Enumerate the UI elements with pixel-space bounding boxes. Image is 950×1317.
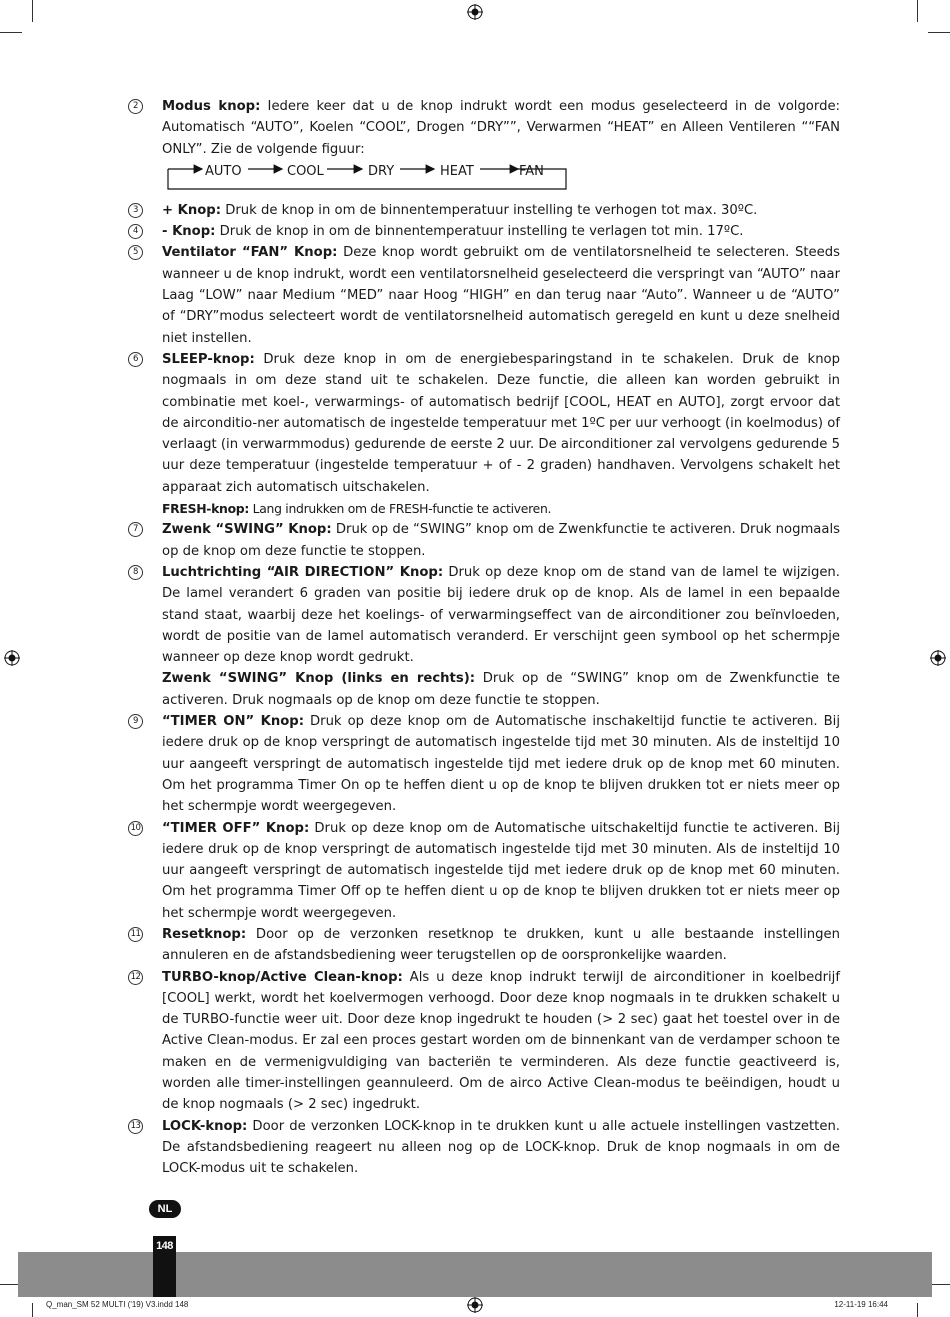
mode-label: AUTO (205, 163, 242, 179)
item-title: TURBO-knop/Active Clean-knop: (162, 969, 403, 985)
item-number: 9 (128, 714, 143, 729)
item-title: LOCK-knop: (162, 1118, 248, 1134)
item-number: 10 (128, 821, 143, 836)
item-number: 3 (128, 203, 143, 218)
item-title: “TIMER ON” Knop: (162, 714, 304, 730)
item-number: 4 (128, 224, 143, 239)
item-title: SLEEP-knop: (162, 351, 255, 367)
item-number: 8 (128, 565, 143, 580)
item-number: 2 (128, 99, 143, 114)
item-number: 12 (128, 970, 143, 985)
item-text: Druk op deze knop om de Automatische uitschakeltijd functie te activeren. Bij iedere druk op de knop verspringt de automatisch ingestelde tijd met 30 minuten. Als de insteltijd 10 uur aangeeft verspringt de automatisch ingestelde tijd met iedere druk op de knop met 60 minuten. Om het programma Timer Off op te heffen dient u op de knop te blijven drukken tot er niets meer op het schermpje wordt weergegeven. (162, 820, 840, 921)
sub-text: Druk op de “SWING” knop om de Zwenkfunctie te activeren. Druk nogmaals op de knop om deze functie te stoppen. (162, 671, 840, 708)
mode-label: COOL (287, 163, 324, 179)
item-text: Druk op de “SWING” knop om de Zwenkfunctie te activeren. Druk nogmaals op de knop om deze functie te stoppen. (162, 522, 841, 559)
crop-mark (928, 32, 950, 33)
item-title: Zwenk “SWING” Knop: (162, 522, 332, 538)
registration-mark-icon (467, 4, 483, 20)
item-text: Druk op deze knop om de Automatische inschakeltijd functie te activeren. Bij iedere druk op de knop verspringt de automatisch ingestelde tijd met 30 minuten. Als de insteltijd 10 uur aangeeft verspringt de automatisch ingestelde tijd met iedere druk op de knop met 60 minuten. Om het programma Timer On op te heffen dient u op de knop te blijven drukken tot er niets meer op het schermpje wordt weergegeven. (162, 714, 840, 815)
list-item (128, 200, 840, 221)
item-number: 5 (128, 245, 143, 260)
date-slug: 12-11-19 16:44 (834, 1300, 888, 1309)
list-item (128, 562, 840, 668)
page-number: 148 (156, 1240, 173, 1252)
sub-title: Zwenk “SWING” Knop (links en rechts): (162, 671, 476, 687)
mode-label: HEAT (440, 163, 474, 179)
mode-sequence-diagram (162, 160, 567, 190)
item-number: 7 (128, 522, 143, 537)
item-text: Als u deze knop indrukt terwijl de airconditioner in koelbedrijf [COOL] werkt, wordt het koelvermogen verhoogd. Door deze knop nogmaals in te drukken schakelt u de TURBO-functie weer uit. Door deze knop ingedrukt te houden (> 2 sec) gaat het toestel over in de Active Clean-modus. Er zal een proces gestart worden om de binnenkant van de verdamper schoon te maken en de vermenigvuldiging van bacteriën te verminderen. Als deze functie geactiveerd is, worden alle timer-instellingen geannuleerd. Om de airco Active Clean-modus te beëindigen, houdt u de knop nogmaals (> 2 sec) ingedrukt. (162, 969, 840, 1113)
list-item (128, 967, 840, 1116)
language-badge: NL (149, 1200, 181, 1218)
crop-mark (32, 1303, 33, 1317)
list-item (128, 818, 840, 924)
item-text: Druk op deze knop om de stand van de lamel te wijzigen. De lamel verandert 6 graden van positie bij iedere druk op de knop. Als de lamel in een bepaalde stand staat, waarbij deze het koelings- of verwarmingseffect van de airconditioner zou beïnvloeden, wordt de positie van de lamel automatisch veranderd. Er verschijnt geen symbool op het schermpje wanneer op deze knop wordt gedrukt. (162, 564, 840, 666)
item-text: Iedere keer dat u de knop indrukt wordt een modus geselecteerd in de volgorde: Automatisch “AUTO”, Koelen “COOL”, Drogen “DRY””, Verwarmen “HEAT” en Alleen Ventileren ““FAN ONLY”. Zie de volgende figuur: (162, 99, 840, 157)
item-title: + Knop: (162, 202, 222, 218)
registration-mark-icon (467, 1297, 483, 1313)
list-item (128, 1116, 840, 1180)
item-number: 11 (128, 927, 143, 942)
item-number: 6 (128, 352, 143, 367)
item-text: Door op de verzonken resetknop te drukken, kunt u alle bestaande instellingen annuleren en de afstandsbediening weer terugstellen op de oorspronkelijke waarden. (162, 926, 840, 964)
crop-mark (917, 1303, 918, 1317)
list-item (128, 519, 840, 562)
fresh-text: Lang indrukken om de FRESH-functie te activeren. (249, 501, 552, 517)
item-title: Modus knop: (162, 99, 261, 114)
item-text: Door de verzonken LOCK-knop in te drukken kunt u alle actuele instellingen vastzetten. De afstandsbediening reageert nu alleen nog op de LOCK-knop. Druk de knop nogmaals in om de LOCK-modus uit te schakelen. (162, 1118, 840, 1177)
item-text: Deze knop wordt gebruikt om de ventilatorsnelheid te selecteren. Steeds wanneer u de knop indrukt, wordt een ventilatorsnelheid geselecteerd die verspringt van “AUTO” naar Laag “LOW” naar Medium “MED” naar Hoog “HIGH” en dan terug naar “Auto”. Wanneer u de “AUTO” of “DRY”modus selecteert wordt de ventilatorsnelheid automatisch geregeld en kunt u deze snelheid niet instellen. (162, 245, 841, 346)
registration-mark-icon (4, 650, 20, 666)
item-text: Druk de knop in om de binnentemperatuur instelling te verlagen tot min. 17ºC. (215, 224, 744, 240)
file-slug: Q_man_SM 52 MULTI ('19) V3.indd 148 (46, 1300, 189, 1309)
crop-mark (32, 0, 33, 22)
fresh-note (128, 498, 840, 519)
mode-label: DRY (368, 163, 395, 179)
list-item (128, 96, 840, 160)
mode-label: FAN (519, 163, 544, 179)
item-title: Resetknop: (162, 926, 247, 942)
crop-mark (0, 32, 22, 33)
item-number: 13 (128, 1119, 143, 1134)
list-item (128, 924, 840, 967)
item-title: “TIMER OFF” Knop: (162, 820, 310, 836)
item-title: Luchtrichting “AIR DIRECTION” Knop: (162, 564, 444, 580)
registration-mark-icon (930, 650, 946, 666)
item-text: Druk deze knop in om de energiebesparingstand in te schakelen. Druk de knop nogmaals in om deze stand uit te schakelen. Deze functie, die alleen kan worden gebruikt in combinatie met koel-, verwarmings- of automatisch bedrijf [COOL, HEAT en AUTO], zorgt ervoor dat de airconditio-ner automatisch de ingestelde temperatuur met 1ºC per uur verhoogt (in koelmodus) of verlaagt (in verwarmmodus) gedurende de eerste 2 uur. De airconditioner zal vervolgens gedurende 5 uur deze temperatuur (ingestelde temperatuur + of - 2 graden) handhaven. Vervolgens schakelt het apparaat zich automatisch uitschakelen. (162, 351, 840, 495)
item-title: - Knop: (162, 224, 216, 240)
list-item (128, 242, 840, 348)
manual-content (128, 96, 840, 1180)
crop-mark (917, 0, 918, 22)
fresh-title: FRESH-knop: (162, 501, 250, 517)
list-item (128, 221, 840, 242)
item-text: Druk de knop in om de binnentemperatuur instelling te verhogen tot max. 30ºC. (221, 202, 758, 218)
list-item (128, 349, 840, 498)
list-item (128, 711, 840, 817)
item-title: Ventilator “FAN” Knop: (162, 245, 338, 261)
swing-lr-note (128, 668, 840, 711)
